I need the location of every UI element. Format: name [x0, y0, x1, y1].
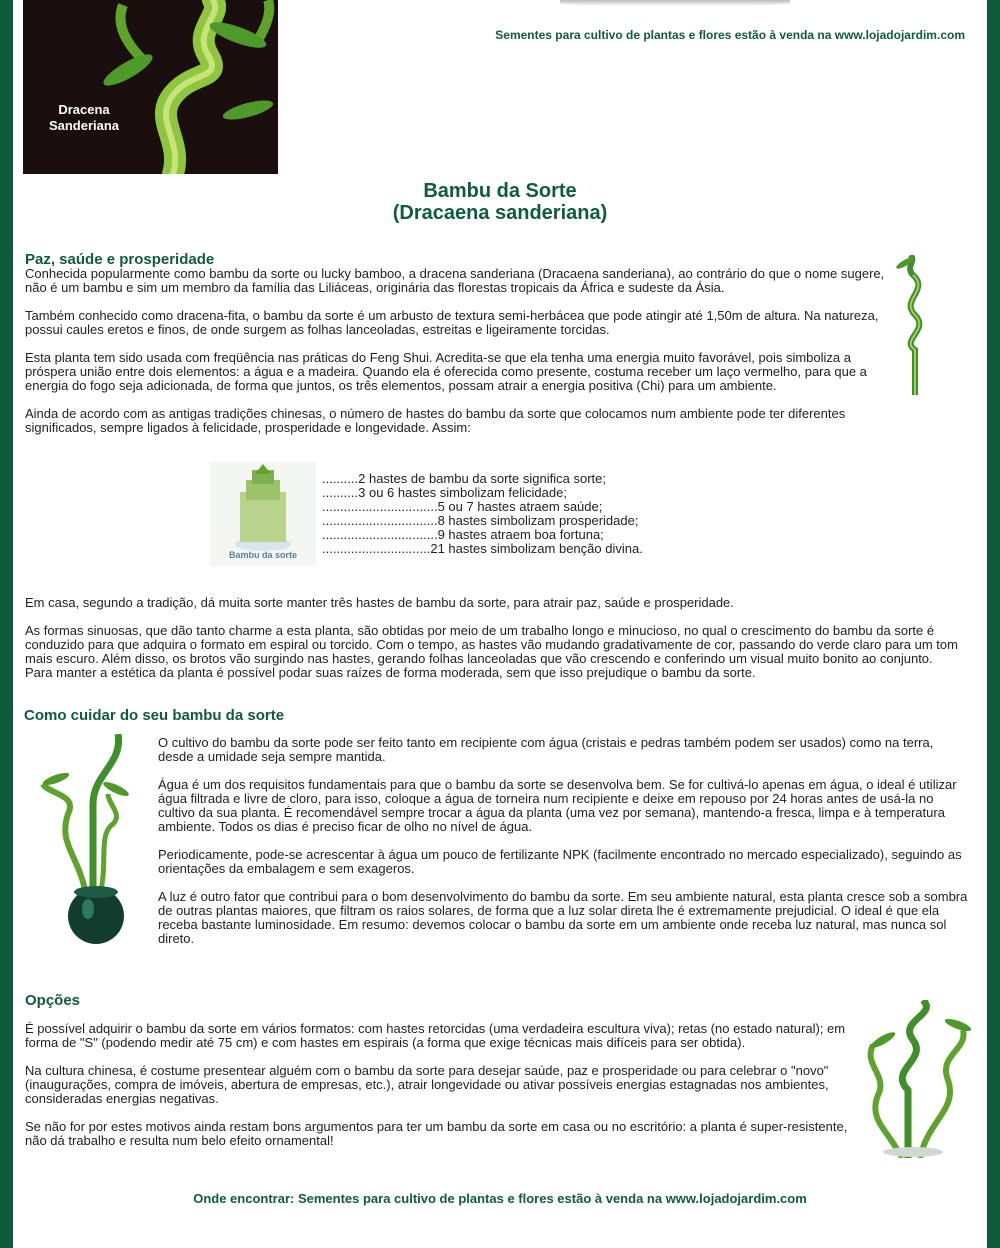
list-item: ................................8 hastes simbolizam prosperidade;: [322, 513, 639, 528]
potted-bamboo-image: [38, 734, 133, 946]
paragraph: Periodicamente, pode-se acrescentar à água um pouco de fertilizante NPK (facilmente encontrado no mercado especializado), seguindo as orientações da embalagem e sem exageros.: [158, 847, 962, 876]
list-item: ..........2 hastes de bambu da sorte significa sorte;: [322, 471, 606, 486]
paragraph: Água é um dos requisitos fundamentais para que o bambu da sorte se desenvolva bem. Se for cultivá-lo apenas em água, o ideal é utilizar água filtrada e livre de cloro, para isso, coloque a água de torneira num recipiente e deixe em repouso por 24 horas antes de usá-la no cultivo da sua planta. É recomendável sempre trocar a água da planta (uma vez por semana), mantendo-a fresca, limpa e à temperatura ambiente. Todos os dias é preciso ficar de olho no nível de água.: [158, 777, 957, 834]
list-item: ................................5 ou 7 hastes atraem saúde;: [322, 499, 603, 514]
hero-caption: Dracena Sanderiana: [48, 102, 120, 133]
paragraph: É possível adquirir o bambu da sorte em vários formatos: com hastes retorcidas (uma verdadeira escultura viva); retas (no estado natural); em forma de "S" (podendo medir até 75 cm) e com hastes em espirais (a forma que exige técnicas mais difíceis para ser obtida).: [25, 1021, 846, 1050]
list-item: ................................9 hastes atraem boa fortuna;: [322, 527, 604, 542]
paragraph: Se não for por estes motivos ainda restam bons argumentos para ter um bambu da sorte em casa ou no escritório: a planta é super-resistente, não dá trabalho e resulta num belo efeito ornamental!: [25, 1119, 848, 1148]
bamboo-hero-illustration: [23, 0, 278, 174]
section-care-text: [158, 736, 970, 960]
top-shop-link[interactable]: Sementes para cultivo de plantas e flores estão à venda na www.lojadojardim.com: [495, 28, 965, 42]
list-item: ..........3 ou 6 hastes simbolizam felicidade;: [322, 485, 567, 500]
top-decoration: [560, 0, 790, 6]
hero-image: [23, 0, 278, 174]
paragraph: Em casa, segundo a tradição, dá muita sorte manter três hastes de bambu da sorte, para atrair paz, saúde e prosperidade.: [25, 595, 734, 610]
footer-shop-link[interactable]: Onde encontrar: Sementes para cultivo de plantas e flores estão à venda na www.lojadojardim.com: [193, 1191, 807, 1206]
section-peace-text: [25, 267, 887, 449]
stem-meanings-list: [322, 472, 643, 556]
paragraph: O cultivo do bambu da sorte pode ser feito tanto em recipiente com água (cristais e pedras também podem ser usados) como na terra, desde a umidade seja sempre mantida.: [158, 735, 934, 764]
paragraph: Esta planta tem sido usada com freqüência nas práticas do Feng Shui. Acredita-se que ela tenha uma energia muito favorável, pois simboliza a próspera união entre dois elementos: a água e a madeira. Quando ela é oferecida como presente, costuma receber um laço vermelho, para que a energia do fogo seja adicionada, de forma que juntos, os três elementos, possam atrair a energia positiva (Chi) para um ambiente.: [25, 350, 867, 393]
spiral-bamboo-image: [895, 255, 935, 395]
section-heading-care: Como cuidar do seu bambu da sorte: [24, 707, 285, 724]
bamboo-tower-image: [210, 462, 316, 566]
paragraph: Ainda de acordo com as antigas tradições chinesas, o número de hastes do bambu da sorte que colocamos num ambiente pode ter diferentes significados, sempre ligados à felicidade, prosperidade e longevidade. Assim:: [25, 406, 846, 435]
page-title: Bambu da Sorte (Dracaena sanderiana): [392, 180, 608, 224]
paragraph: Conhecida popularmente como bambu da sorte ou lucky bamboo, a dracena sanderiana (Dracaena sanderiana), ao contrário do que o nome sugere, não é um bambu e sim um membro da família das Liliáceas, originária das florestas tropicais da África e sudeste da Ásia.: [25, 266, 885, 295]
section-peace-text-continued: [25, 596, 960, 694]
section-heading-options: Opções: [25, 992, 81, 1009]
twisted-bamboo-image: [858, 1000, 976, 1158]
paragraph: Na cultura chinesa, é costume presentear alguém com o bambu da sorte para desejar saúde, paz e prosperidade ou para celebrar o "novo" (inaugurações, compra de imóveis, abertura de empresas, etc.), atrair longevidade ou ativar possíveis energias estagnadas nos ambientes, consideradas energias negativas.: [25, 1063, 829, 1106]
paragraph: Também conhecido como dracena-fita, o bambu da sorte é um arbusto de textura semi-herbácea que pode atingir até 1,50m de altura. Na natureza, possui caules eretos e finos, de onde surgem as folhas lanceoladas, estreitas e ligeiramente torcidas.: [25, 308, 879, 337]
section-options-text: [25, 1022, 850, 1162]
list-item: ..............................21 hastes simbolizam benção divina.: [322, 541, 643, 556]
section-heading-peace: Paz, saúde e prosperidade: [25, 251, 215, 268]
paragraph: As formas sinuosas, que dão tanto charme a esta planta, são obtidas por meio de um trabalho longo e minucioso, no qual o crescimento do bambu da sorte é conduzido para que adquira o formato em espiral ou torcido. Com o tempo, as hastes vão mudando gradativamente de cor, passando do verde claro para um tom mais escuro. Além disso, os brotos vão surgindo nas hastes, gerando folhas lanceoladas que vão crescendo e conferindo um visual muito bonito ao conjunto. Para manter a estética da planta é possível podar suas raízes de forma moderada, sem que isso prejudique o bambu da sorte.: [25, 623, 958, 680]
paragraph: A luz é outro fator que contribui para o bom desenvolvimento do bambu da sorte. Em seu ambiente natural, esta planta cresce sob a sombra de outras plantas maiores, que filtram os raios solares, de forma que a luz solar direta lhe é extremamente prejudicial. O ideal é que ela receba bastante luminosidade. Em resumo: devemos colocar o bambu da sorte em um ambiente onde receba luz natural, mas nunca sol direto.: [158, 889, 968, 946]
bamboo-tower-caption: Bambu da sorte: [228, 550, 298, 560]
